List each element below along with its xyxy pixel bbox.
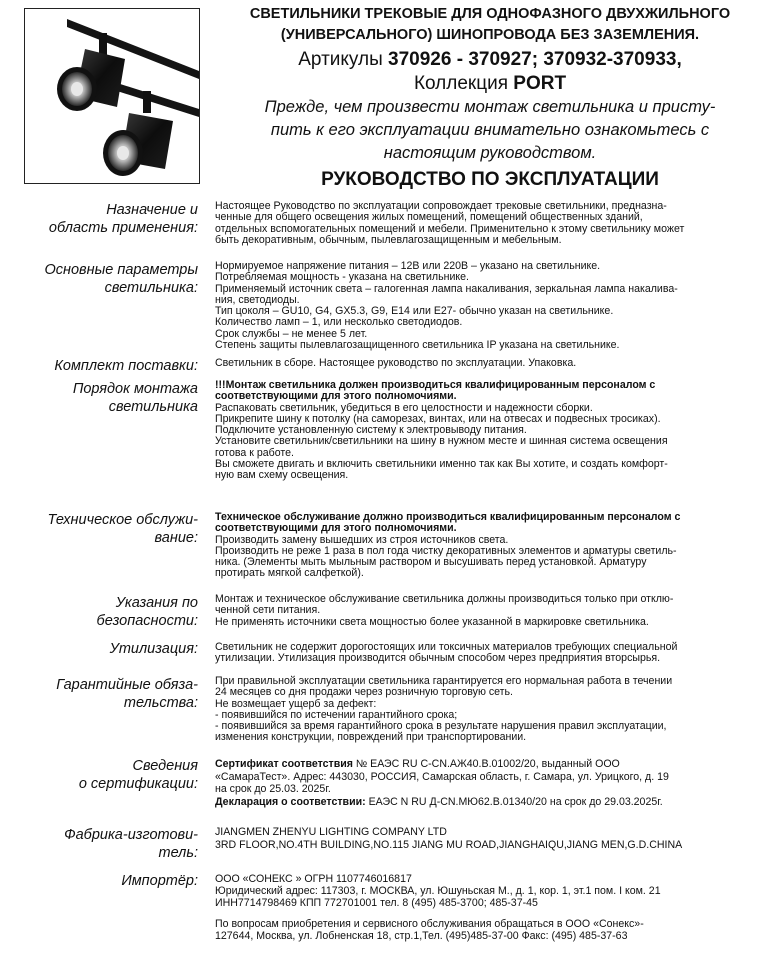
text-line: изменения конструкции, повреждений при транспортировании. [215,731,527,744]
warranty-label-line: тельства: [123,695,198,711]
text-line: Монтаж и техническое обслуживание светильника должны производиться только при отклю- [215,593,674,605]
text-line: ника. (Элементы мыть мыльным раствором и высушивать перед установкой. Арматуру [215,556,647,569]
articles-block [210,48,770,96]
text-line: При правильной эксплуатации светильника гарантируется его нормальная работа в течении [215,675,673,687]
text-line: Не возмещает ущерб за дефект: [215,697,377,710]
manual-title: РУКОВОДСТВО ПО ЭКСПЛУАТАЦИИ [321,169,659,190]
safety-text [215,594,755,628]
mounting-label-line: Порядок монтажа [72,381,198,397]
articles-value: 370926 - 370927; 370932-370933, [388,49,682,70]
notice-line-2: пить к его эксплуатации внимательно ознакомьтесь с [270,121,710,139]
mounting-text [215,380,755,482]
factory-text [215,826,755,851]
text-line: Нормируемое напряжение питания – 12В или 220В – указано на светильнике. [215,260,601,272]
safety-label [0,594,198,630]
importer-label-line: Импортёр: [121,873,198,889]
text-line: ную вам схему освещения. [215,469,349,482]
articles-prefix: Артикулы [298,49,389,70]
text-line: ченной сети питания. [215,604,321,617]
text-line: 127644, Москва, ул. Лобненская 18, стр.1,Тел. (495)485-37-00 Факс: (495) 485-37-63 [215,930,628,943]
purpose-label-line: область применения: [48,220,198,236]
text-line: - появившийся за время гарантийного срока в результате нарушения правил эксплуатации, [215,720,667,733]
text-line: ООО «СОНЕКС » ОГРН 1107746016817 [215,873,412,885]
params-text [215,261,755,351]
certificate-number: № ЕАЭС RU C-CN.АЖ40.В.01002/20, выданный ООО [352,758,620,770]
purpose-label-line: Назначение и [106,202,198,218]
product-photo [24,8,200,184]
service-label-line: Техническое обслужи- [47,512,198,528]
disposal-text [215,642,755,665]
text-line: Юридический адрес: 117303, г. МОСКВА, ул. Юшуньская М., д. 1, кор. 1, эт.1 пом. I ком. 21 [215,884,661,897]
document-title [210,4,770,46]
params-label-line: Основные параметры [44,262,198,278]
text-line: отдельных вспомогательных помещений и мебели. Применительно к этому светильнику может [215,222,685,235]
certification-text [215,758,755,808]
kit-label-line: Комплект поставки: [54,358,198,374]
importer-text [215,874,755,943]
text-line: Прикрепите шину к потолку (на саморезах, винтах, или на отвесах и подвесных тросиках). [215,412,661,425]
warning-line: соответствующими для этого полномочиями. [215,390,457,403]
text-line: По вопросам приобретения и сервисного обслуживания обращаться в ООО «Сонекс»- [215,918,644,931]
text-line: ченные для общего освещения жилых помещений, помещений общественных зданий, [215,211,643,224]
declaration-heading: Декларация о соответствии: [215,795,366,808]
safety-label-line: Указания по [115,595,198,611]
factory-label [0,826,198,862]
warranty-label [0,676,198,712]
text-line: утилизации. Утилизация производится обычным способом через предприятия вторсырья. [215,652,661,665]
collection-value: PORT [513,73,567,94]
certificate-line [215,758,755,771]
text-line: протирать мягкой салфеткой). [215,567,364,580]
text-line: 3RD FLOOR,NO.4TH BUILDING,NO.115 JIANG MU ROAD,JIANGHAIQU,JIANG MEN,G.D.CHINA [215,838,683,851]
warning-line: Техническое обслуживание должно производиться квалифицированным персоналом с [215,511,681,523]
params-label [0,261,198,297]
text-line: Подключите установленную систему к электровыводу питания. [215,424,527,437]
text-line: 24 месяцев со дня продажи через розничную торговую сеть. [215,686,513,699]
text-line: Распаковать светильник, убедиться в его целостности и надежности сборки. [215,401,593,414]
text-line: Количество ламп – 1, или несколько светодиодов. [215,316,463,329]
safety-label-line: безопасности: [96,613,198,629]
text-line: Настоящее Руководство по эксплуатации сопровождает трековые светильники, предназна- [215,200,667,212]
certification-label [0,757,198,793]
kit-label [0,357,198,375]
kit-text [215,358,755,369]
declaration-number: ЕАЭС N RU Д-CN.МЮ62.В.01340/20 на срок до 29.03.2025г. [365,795,663,808]
declaration-line [215,796,755,809]
text-line: «СамараТест». Адрес: 443030, РОССИЯ, Самарская область, г. Самара, ул. Урицкого, д. 19 [215,770,669,783]
text-line: готова к работе. [215,446,294,459]
notice-line-1: Прежде, чем произвести монтаж светильника и присту- [264,98,716,116]
mounting-label-line: светильника [108,399,198,415]
track-lights-illustration [25,9,199,183]
mounting-label [0,380,198,416]
text-line: Применяемый источник света – галогенная лампа накаливания, зеркальная лампа накалива- [215,282,678,295]
text-line: Срок службы – не менее 5 лет. [215,327,368,340]
text-line: ния, светодиоды. [215,293,300,306]
title-line-2: (УНИВЕРСАЛЬНОГО) ШИНОПРОВОДА БЕЗ ЗАЗЕМЛЕНИЯ. [280,27,700,43]
certification-label-line: Сведения [132,758,198,774]
text-line: быть декоративным, обычным, пылевлагозащищенным и мебельным. [215,233,562,246]
notice-line-3: настоящим руководством. [383,144,597,162]
text-line: Потребляемая мощность - указана на светильнике. [215,271,469,284]
collection-prefix: Коллекция [413,73,514,94]
purpose-text [215,201,755,246]
factory-label-line: тель: [158,845,198,861]
certification-label-line: о сертификации: [78,776,198,792]
certificate-heading: Сертификат соответствия [215,758,353,770]
text-line: Тип цоколя – GU10, G4, GX5.3, G9, E14 или E27- обычно указан на светильнике. [215,305,614,318]
text-line: ИНН7714798469 КПП 772701001 тел. 8 (495) 485-3700; 485-37-45 [215,896,538,909]
text-line: Светильник не содержит дорогостоящих или токсичных материалов требующих специальной [215,641,678,653]
notice-block [210,96,770,165]
text-line: Установите светильник/светильники на шину в нужном месте и шинная система освещения [215,435,668,448]
collection-line [210,72,770,96]
warning-line: соответствующими для этого полномочиями. [215,522,457,535]
track-rail-lower [117,83,199,117]
service-text [215,512,755,580]
params-label-line: светильника: [104,280,198,296]
title-line-1: СВЕТИЛЬНИКИ ТРЕКОВЫЕ ДЛЯ ОДНОФАЗНОГО ДВУХЖИЛЬНОГО [249,6,731,22]
importer-label [0,872,198,890]
service-label [0,511,198,547]
text-line: Степень защиты пылевлагозащищенного светильника IP указана на светильнике. [215,339,620,352]
text-line: - появившийся по истечении гарантийного срока; [215,708,458,721]
text-line: JIANGMEN ZHENYU LIGHTING COMPANY LTD [215,826,447,838]
text-line: Вы сможете двигать и включить светильники именно так как Вы хотите, и создать комфорт- [215,458,668,471]
warranty-text [215,676,755,744]
text-line: Производить не реже 1 раза в пол года чистку декоративных элементов и арматуры светиль- [215,544,677,557]
articles-line [210,48,770,72]
warranty-label-line: Гарантийные обяза- [56,677,198,693]
disposal-label [0,640,198,658]
disposal-label-line: Утилизация: [109,641,198,657]
purpose-label [0,201,198,237]
text-line: Не применять источники света мощностью более указанной в маркировке светильника. [215,615,649,628]
text-line: Светильник в сборе. Настоящее руководство по эксплуатации. Упаковка. [215,357,577,369]
factory-label-line: Фабрика-изготови- [64,827,198,843]
text-line: на срок до 25.03. 2025г. [215,783,331,795]
warning-line: !!!Монтаж светильника должен производиться квалифицированным персоналом с [215,379,656,391]
service-label-line: вание: [154,530,198,546]
text-line: Производить замену вышедших из строя источников света. [215,533,509,546]
